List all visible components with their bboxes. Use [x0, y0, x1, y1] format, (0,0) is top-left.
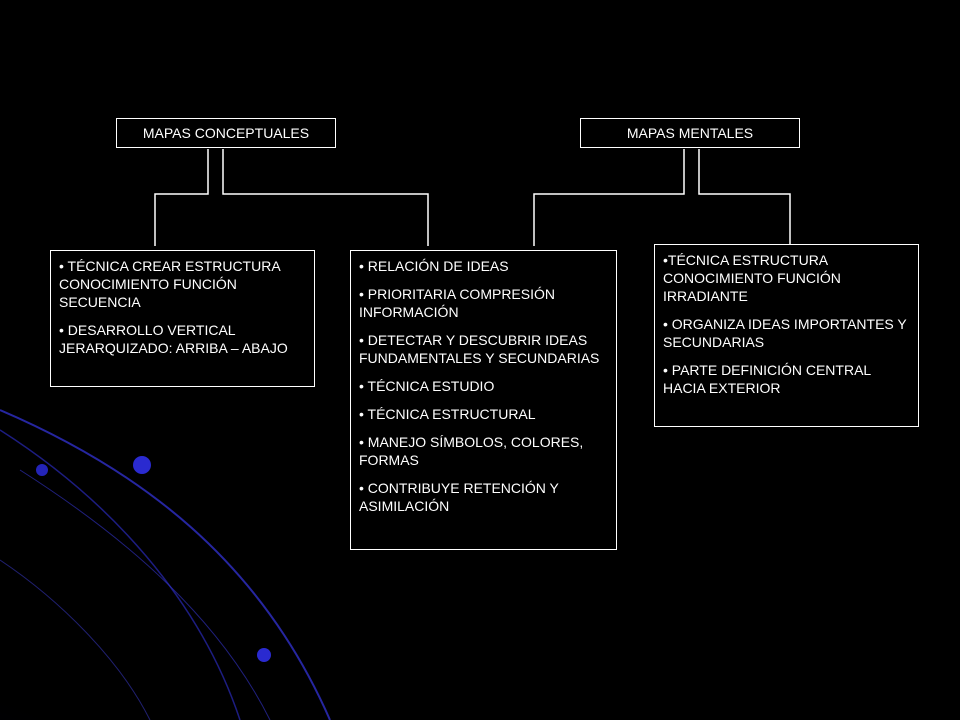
mind-maps-details	[654, 244, 919, 427]
list-item: • PRIORITARIA COMPRESIÓN INFORMACIÓN	[359, 286, 555, 320]
mapas-conceptuales-header	[116, 118, 336, 148]
list-item: • PARTE DEFINICIÓN CENTRAL HACIA EXTERIOR	[663, 362, 871, 396]
list-item: • TÉCNICA ESTUDIO	[359, 378, 495, 394]
list-item: • TÉCNICA ESTRUCTURAL	[359, 406, 536, 422]
conceptual-maps-details	[50, 250, 315, 387]
list-item: •TÉCNICA ESTRUCTURA CONOCIMIENTO FUNCIÓN IRRADIANTE	[663, 252, 841, 304]
list-item: • DETECTAR Y DESCUBRIR IDEAS FUNDAMENTALES Y SECUNDARIAS	[359, 332, 600, 366]
list-item: • RELACIÓN DE IDEAS	[359, 258, 509, 274]
mapas-conceptuales-label: MAPAS CONCEPTUALES	[142, 125, 310, 141]
shared-features-details	[350, 250, 617, 550]
mapas-mentales-header	[580, 118, 800, 148]
list-item: • ORGANIZA IDEAS IMPORTANTES Y SECUNDARIAS	[663, 316, 907, 350]
mapas-mentales-label: MAPAS MENTALES	[626, 125, 754, 141]
list-item: • TÉCNICA CREAR ESTRUCTURA CONOCIMIENTO FUNCIÓN SECUENCIA	[59, 258, 280, 310]
list-item: • MANEJO SÍMBOLOS, COLORES, FORMAS	[359, 434, 584, 468]
list-item: • CONTRIBUYE RETENCIÓN Y ASIMILACIÓN	[359, 480, 559, 514]
list-item: • DESARROLLO VERTICAL JERARQUIZADO: ARRIBA – ABAJO	[59, 322, 288, 356]
